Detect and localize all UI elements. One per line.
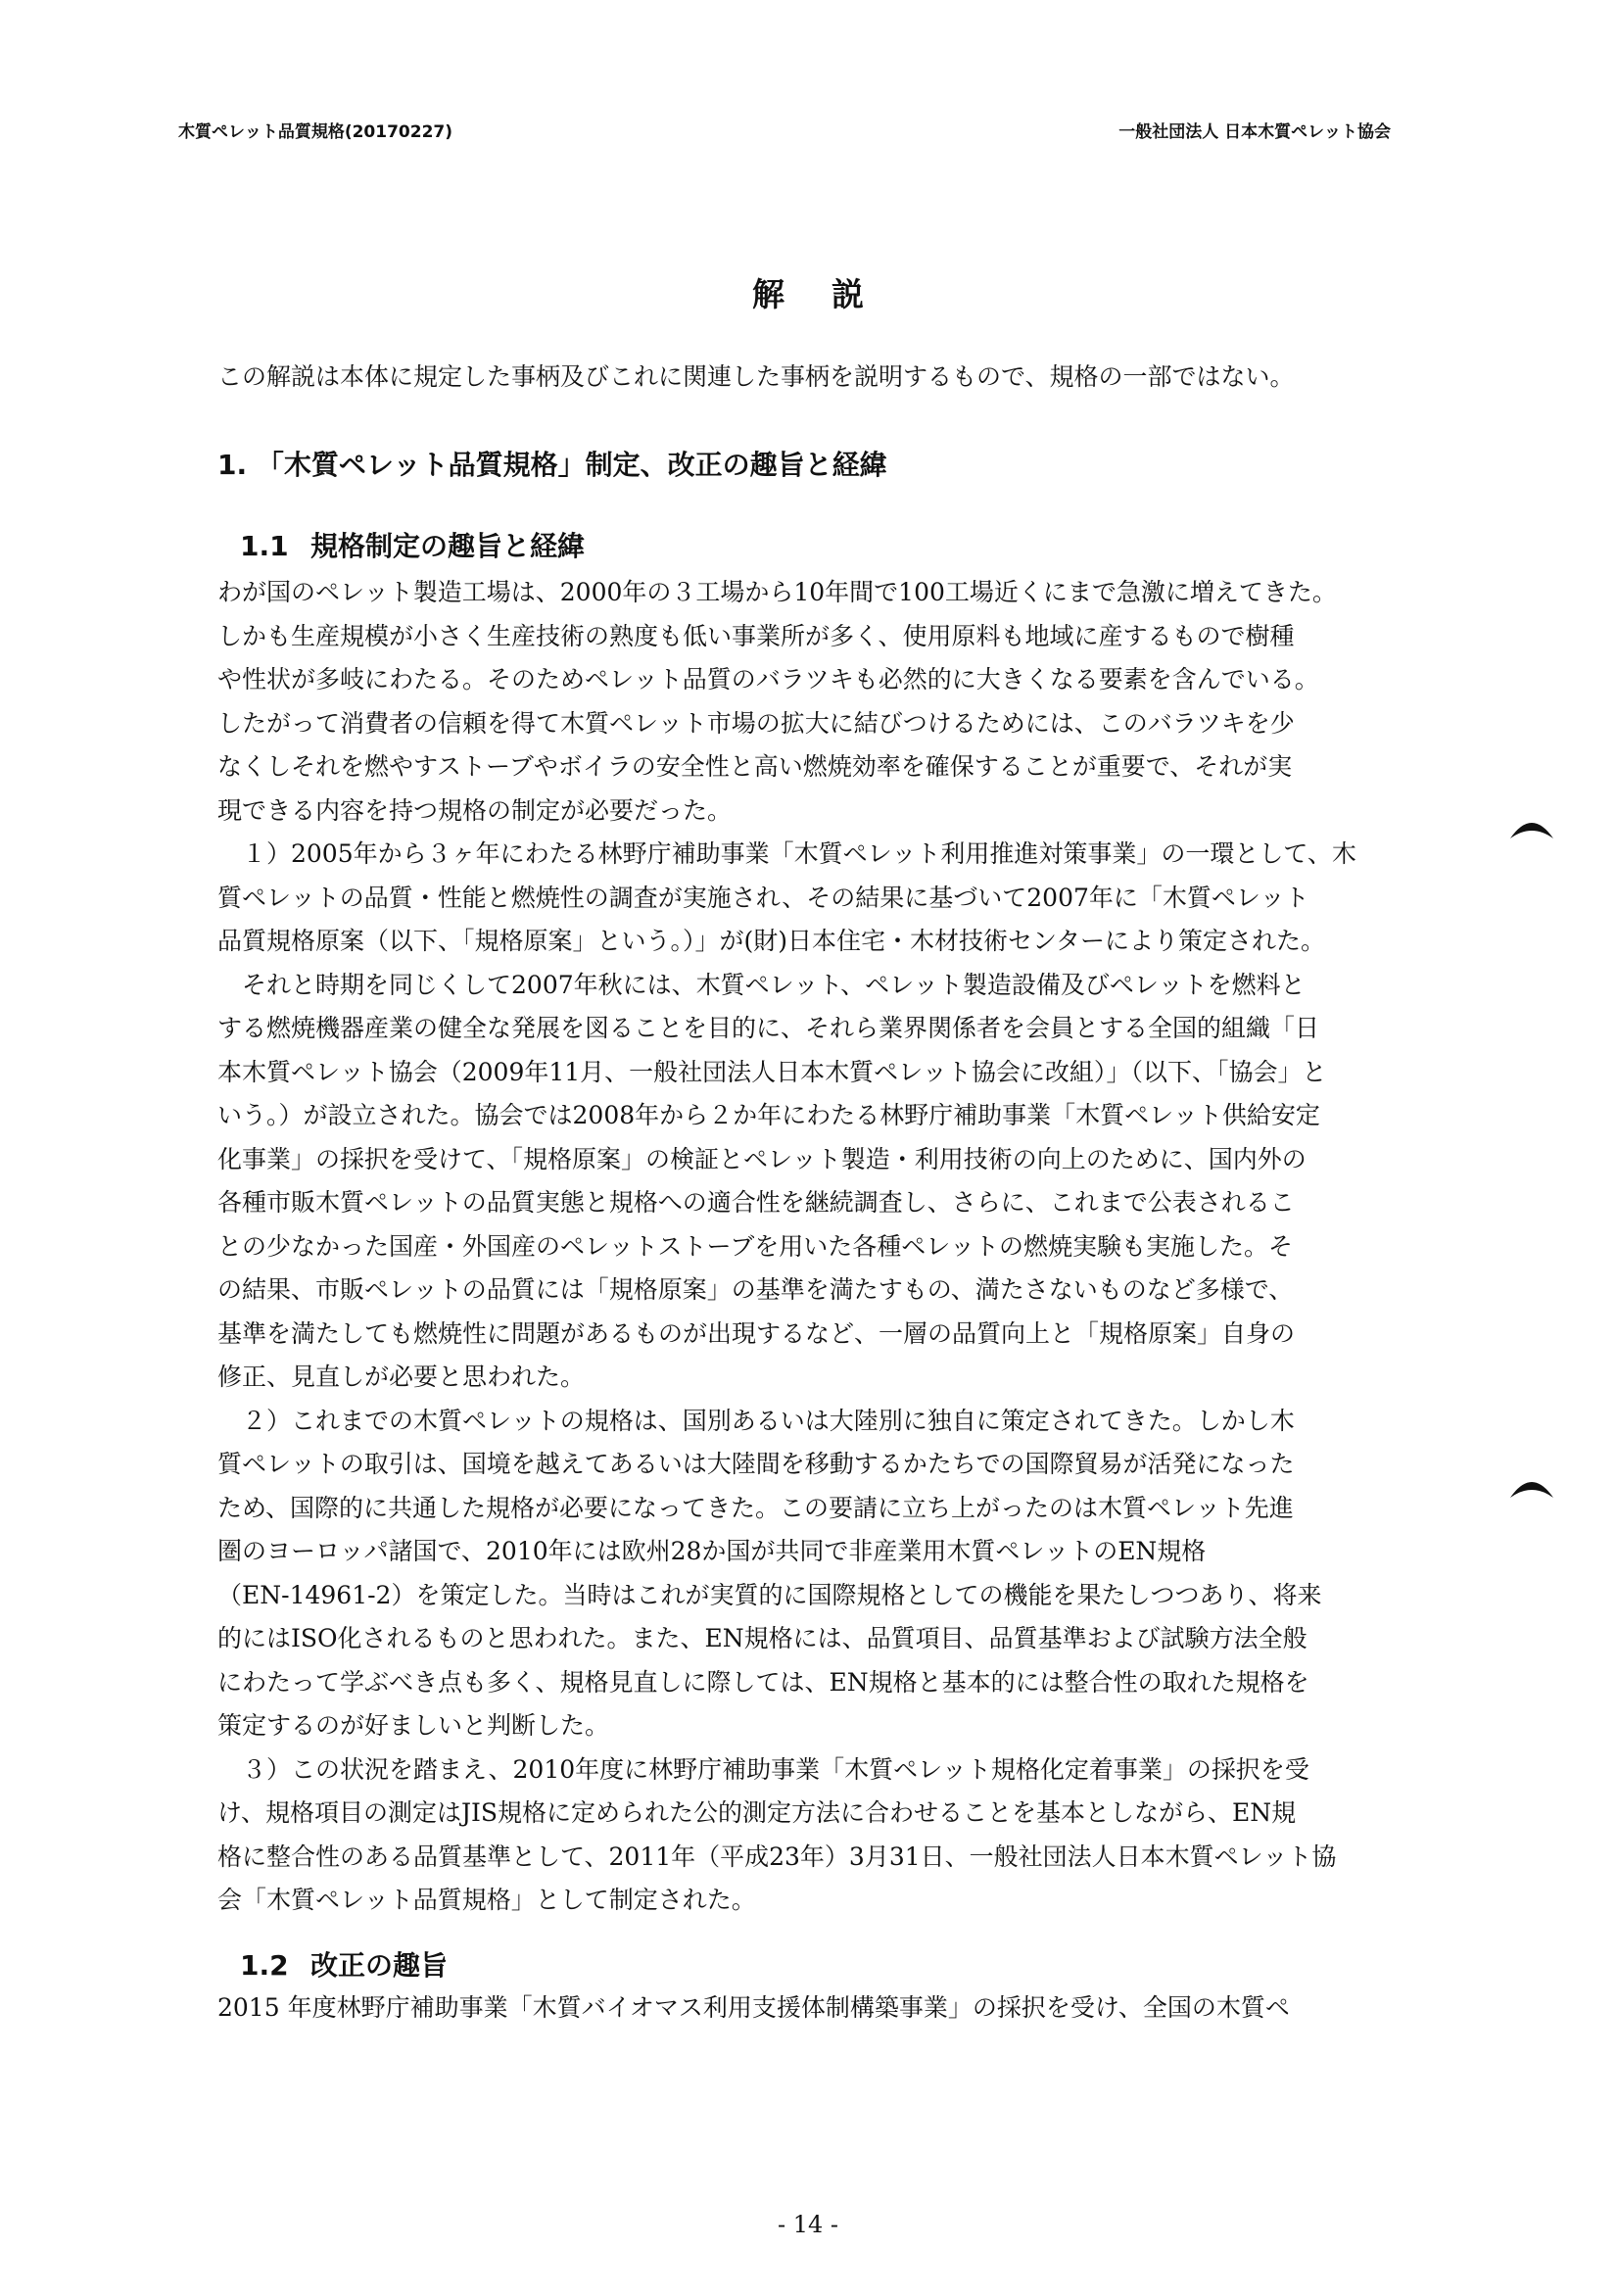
body-line (217, 745, 1404, 789)
body-line (217, 1138, 1404, 1182)
body-line-text: 的にはISO化されるものと思われた。また、EN規格には、品質項目、品質基準および試験方法全般 (217, 1624, 1307, 1652)
body-line-text: する燃焼機器産業の健全な発展を図ることを目的に、それら業界関係者を会員とする全国的組織「日 (217, 1014, 1320, 1042)
body-line (217, 964, 1404, 1008)
body-line-text: 圏のヨーロッパ諸国で、2010年には欧州28か国が共同で非産業用木質ペレットのEN規格 (217, 1537, 1207, 1565)
body-line-text: したがって消費者の信頼を得て木質ペレット市場の拡大に結びつけるためには、このバラツキを少 (217, 708, 1295, 738)
punch-hole-mark (1506, 1472, 1557, 1502)
section-1-1-body (217, 571, 1404, 1923)
body-line-text: との少なかった国産・外国産のペレットストーブを用いた各種ペレットの燃焼実験も実施した。そ (217, 1231, 1294, 1261)
body-line-text: 現できる内容を持つ規格の制定が必要だった。 (217, 795, 733, 825)
body-line (217, 920, 1404, 964)
body-line (217, 1530, 1404, 1574)
page-number: - 14 - (777, 2211, 838, 2238)
body-line (217, 1356, 1404, 1400)
body-line-text: １）2005年から３ヶ年にわたる林野庁補助事業「木質ペレット利用推進対策事業」の一環として、木 (217, 839, 1356, 868)
body-line (217, 1704, 1404, 1748)
body-line-text: 修正、見直しが必要と思われた。 (217, 1363, 586, 1391)
body-line-text: ２）これまでの木質ペレットの規格は、国別あるいは大陸別に独自に策定されてきた。しかし木 (217, 1406, 1295, 1435)
body-line (217, 833, 1404, 877)
subsection-title: 規格制定の趣旨と経緯 (310, 530, 586, 562)
document-header-left: 木質ペレット品質規格(20170227) (178, 122, 452, 142)
subsection-number: 1.1 (240, 530, 289, 562)
body-line (217, 1313, 1404, 1357)
body-line (217, 571, 1404, 615)
body-line (217, 1094, 1404, 1138)
body-line (217, 1268, 1404, 1313)
body-line (217, 1986, 1404, 2031)
body-line (217, 702, 1404, 746)
body-line-text: 基準を満たしても燃焼性に問題があるものが出現するなど、一層の品質向上と「規格原案」自身の (217, 1318, 1296, 1348)
body-line (217, 1051, 1404, 1095)
body-line (217, 1007, 1404, 1051)
subsection-heading-1-2 (240, 1944, 448, 1984)
body-line (217, 1443, 1404, 1487)
intro-paragraph: この解説は本体に規定した事柄及びこれに関連した事柄を説明するもので、規格の一部ではない。 (217, 362, 1295, 391)
punch-hole-mark (1506, 813, 1557, 842)
body-line (217, 615, 1404, 659)
body-line (217, 1617, 1404, 1661)
body-line-text: （EN-14961-2）を策定した。当時はこれが実質的に国際規格としての機能を果たしつつあり、将来 (217, 1580, 1322, 1609)
body-line (217, 1879, 1404, 1923)
body-line-text: 品質規格原案（以下、「規格原案」という。）」が(財)日本住宅・木材技術センターにより策定された。 (217, 927, 1326, 955)
body-line (217, 658, 1404, 702)
subsection-heading-1-1 (240, 525, 585, 564)
body-line-text: 2015 年度林野庁補助事業「木質バイオマス利用支援体制構築事業」の採択を受け、全国の木質ペ (217, 1993, 1290, 2022)
body-line-text: それと時期を同じくして2007年秋には、木質ペレット、ペレット製造設備及びペレットを燃料と (217, 970, 1306, 999)
body-line-text: 質ペレットの取引は、国境を越えてあるいは大陸間を移動するかたちでの国際貿易が活発になった (217, 1450, 1295, 1478)
body-line-text: 各種市販木質ペレットの品質実態と規格への適合性を継続調査し、さらに、これまで公表されるこ (217, 1188, 1295, 1217)
body-line-text: にわたって学ぶべき点も多く、規格見直しに際しては、EN規格と基本的には整合性の取れた規格を (217, 1667, 1309, 1697)
body-line-text: 会「木質ペレット品質規格」として制定された。 (217, 1886, 756, 1914)
body-line (217, 1748, 1404, 1793)
body-line (217, 1661, 1404, 1705)
body-line (217, 1400, 1404, 1444)
page-title: 解説 (752, 275, 911, 313)
body-line-text: 格に整合性のある品質基準として、2011年（平成23年）3月31日、一般社団法人日本木質ペレット協 (217, 1842, 1337, 1871)
body-line-text: しかも生産規模が小さく生産技術の熟度も低い事業所が多く、使用原料も地域に産するもので樹種 (217, 621, 1295, 650)
body-line-text: わが国のペレット製造工場は、2000年の３工場から10年間で100工場近くにまで急激に増えてきた。 (217, 578, 1337, 606)
document-header-right: 一般社団法人 日本木質ペレット協会 (1118, 122, 1391, 142)
body-line (217, 1574, 1404, 1618)
body-line-text: け、規格項目の測定はJIS規格に定められた公的測定方法に合わせることを基本としながら、EN規 (217, 1798, 1297, 1827)
body-line-text: 質ペレットの品質・性能と燃焼性の調査が実施され、その結果に基づいて2007年に「木質ペレット (217, 883, 1309, 912)
body-line (217, 877, 1404, 921)
body-line-text: いう。）が設立された。協会では2008年から２か年にわたる林野庁補助事業「木質ペレット供給安定 (217, 1101, 1320, 1129)
body-line-text: ３）この状況を踏まえ、2010年度に林野庁補助事業「木質ペレット規格化定着事業」の採択を受 (217, 1754, 1309, 1784)
subsection-number: 1.2 (240, 1949, 289, 1982)
subsection-title: 改正の趣旨 (310, 1949, 449, 1982)
section-heading: 1. 「木質ペレット品質規格」制定、改正の趣旨と経緯 (217, 449, 887, 481)
body-line-text: 本木質ペレット協会（2009年11月、一般社団法人日本木質ペレット協会に改組）」（以下、「協会」と (217, 1057, 1327, 1086)
body-line-text: や性状が多岐にわたる。そのためペレット品質のバラツキも必然的に大きくなる要素を含んでいる。 (217, 665, 1319, 694)
body-line (217, 1225, 1404, 1269)
body-line (217, 1836, 1404, 1880)
body-line (217, 1181, 1404, 1225)
body-line (217, 1792, 1404, 1836)
body-line (217, 789, 1404, 834)
body-line (217, 1487, 1404, 1531)
body-line-text: 策定するのが好ましいと判断した。 (217, 1711, 610, 1740)
body-line-text: の結果、市販ペレットの品質には「規格原案」の基準を満たすもの、満たさないものなど多様で、 (217, 1275, 1294, 1304)
body-line-text: なくしそれを燃やすストーブやボイラの安全性と高い燃焼効率を確保することが重要で、それが実 (217, 752, 1293, 781)
body-line-text: ため、国際的に共通した規格が必要になってきた。この要請に立ち上がったのは木質ペレット先進 (217, 1493, 1294, 1522)
section-1-2-body (217, 1986, 1404, 2031)
body-line-text: 化事業」の採択を受けて、「規格原案」の検証とペレット製造・利用技術の向上のために、国内外の (217, 1144, 1307, 1173)
